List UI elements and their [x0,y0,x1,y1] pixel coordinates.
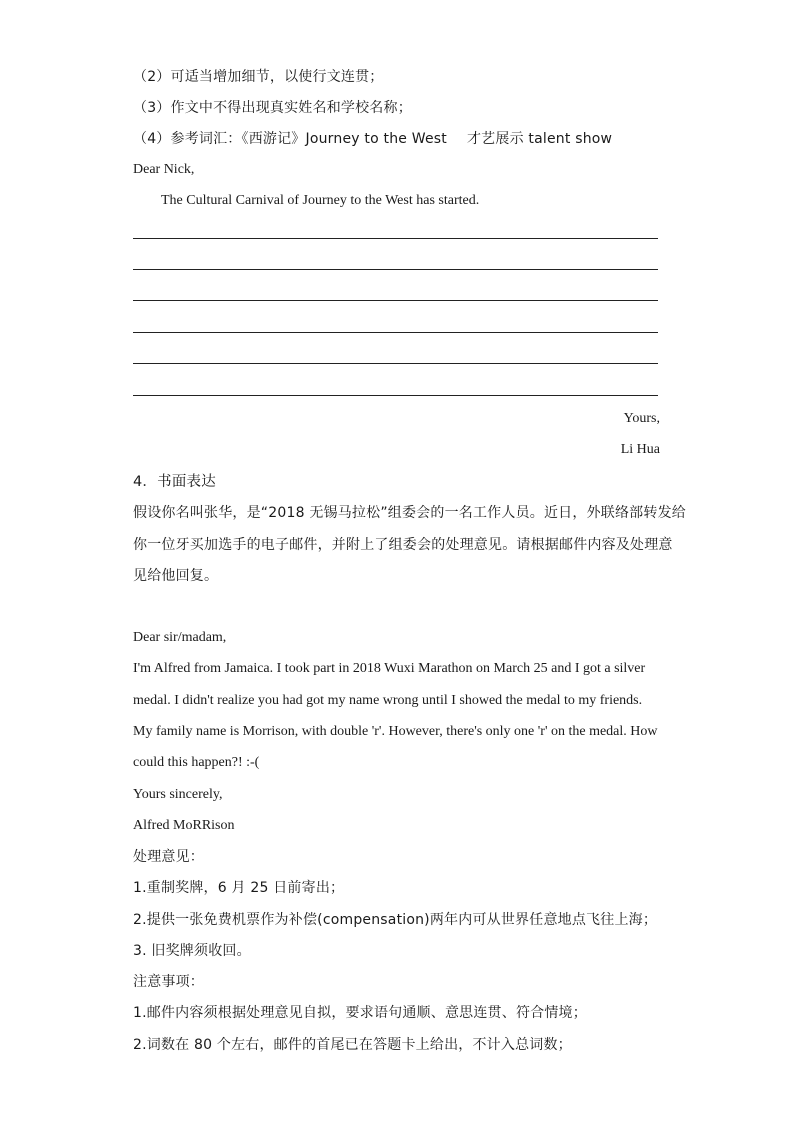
requirement-item-3: （3）作文中不得出现真实姓名和学校名称； [133,100,412,116]
letter-signature: Li Hua [620,442,660,457]
handling-item: 1.重制奖牌，6 月 25 日前寄出； [133,880,345,896]
email-body-line: medal. I didn't realize you had got my name wrong until I showed the medal to my friends. [133,693,643,708]
email-signature: Alfred MoRRison [133,818,235,833]
writing-line [133,238,658,239]
prompt-line: 见给他回复。 [133,568,219,584]
writing-line [133,300,658,301]
handling-title: 处理意见： [133,849,204,865]
email-greeting: Dear sir/madam, [133,630,227,645]
prompt-line: 假设你名叫张华，是“2018 无锡马拉松”组委会的一名工作人员。近日，外联络部转发给 [133,505,686,521]
requirement-item-4 [133,130,612,148]
prompt-line: 你一位牙买加选手的电子邮件，并附上了组委会的处理意见。请根据邮件内容及处理意 [133,537,673,553]
notes-item: 2.词数在 80 个左右，邮件的首尾已在答题卡上给出，不计入总词数； [133,1037,572,1053]
email-body-line: I'm Alfred from Jamaica. I took part in 2018 Wuxi Marathon on March 25 and I got a silver [133,661,646,676]
writing-line [133,395,658,396]
email-closing: Yours sincerely, [133,787,223,802]
requirement-item-2: （2）可适当增加细节，以使行文连贯； [133,69,384,85]
notes-title: 注意事项： [133,974,204,990]
handling-item: 2.提供一张免费机票作为补偿(compensation)两年内可从世界任意地点飞往上海； [133,912,658,928]
email-body-line: My family name is Morrison, with double 'r'. However, there's only one 'r' on the medal. How [133,724,658,739]
reference-vocab-talent: 才艺展示 talent show [466,131,613,147]
letter-greeting: Dear Nick, [133,162,195,177]
writing-line [133,269,658,270]
writing-line [133,332,658,333]
writing-line [133,363,658,364]
section-heading: 4．书面表达 [133,474,216,490]
letter-closing: Yours, [623,411,660,426]
handling-item: 3. 旧奖牌须收回。 [133,943,251,959]
letter-opening-sentence: The Cultural Carnival of Journey to the West has started. [161,193,480,208]
notes-item: 1.邮件内容须根据处理意见自拟，要求语句通顺、意思连贯、符合情境； [133,1005,587,1021]
reference-vocab-west: （4）参考词汇：《西游记》Journey to the West [133,131,447,147]
email-body-line: could this happen?! :-( [133,755,260,770]
